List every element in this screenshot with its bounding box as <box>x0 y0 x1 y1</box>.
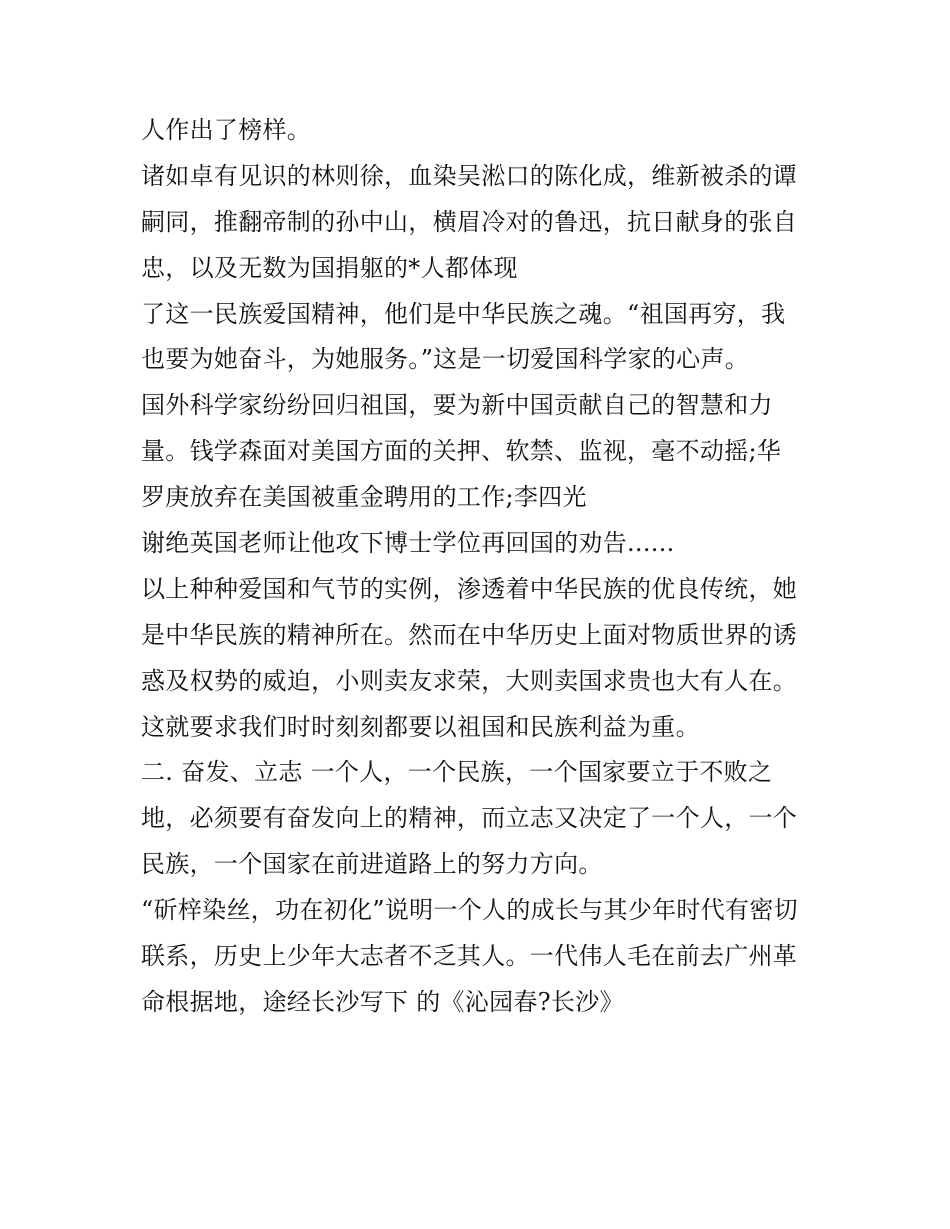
text-line: 嗣同，推翻帝制的孙中山，横眉冷对的鲁迅，抗日献身的张自 <box>141 207 798 236</box>
text-line: 是中华民族的精神所在。然而在中华历史上面对物质世界的诱 <box>141 620 798 649</box>
text-line: 这就要求我们时时刻刻都要以祖国和民族利益为重。 <box>141 712 700 741</box>
text-line: 命根据地，途经长沙写下 的《沁园春?长沙》 <box>141 987 624 1016</box>
text-line: 国外科学家纷纷回归祖国，要为新中国贡献自己的智慧和力 <box>141 391 773 420</box>
text-line: “斫梓染丝，功在初化”说明一个人的成长与其少年时代有密切 <box>141 896 798 925</box>
text-line: 罗庚放弃在美国被重金聘用的工作;李四光 <box>141 483 587 512</box>
document-body <box>141 108 831 1026</box>
text-line: 了这一民族爱国精神，他们是中华民族之魂。“祖国再穷，我 <box>141 299 786 328</box>
text-line: 人作出了榜样。 <box>141 116 312 144</box>
text-line: 地，必须要有奋发向上的精神，而立志又决定了一个人，一个 <box>141 804 798 833</box>
text-line: 也要为她奋斗，为她服务。”这是一切爱国科学家的心声。 <box>141 345 750 374</box>
text-line: 联系，历史上少年大志者不乏其人。一代伟人毛在前去广州革 <box>141 942 798 971</box>
text-line: 惑及权势的威迫，小则卖友求荣，大则卖国求贵也大有人在。 <box>141 666 798 695</box>
text-line: 民族，一个国家在前进道路上的努力方向。 <box>141 850 603 879</box>
text-line: 以上种种爱国和气节的实例，渗透着中华民族的优良传统，她 <box>141 574 798 603</box>
text-line: 诸如卓有见识的林则徐，血染吴淞口的陈化成，维新被杀的谭 <box>141 161 798 190</box>
text-line: 忠，以及无数为国捐躯的*人都体现 <box>141 253 518 282</box>
text-line: 谢绝英国老师让他攻下博士学位再回国的劝告...... <box>141 529 675 558</box>
text-line: 二. 奋发、立志 一个人，一个民族，一个国家要立于不败之 <box>141 758 773 787</box>
text-line: 量。钱学森面对美国方面的关押、软禁、监视，毫不动摇;华 <box>141 437 782 466</box>
